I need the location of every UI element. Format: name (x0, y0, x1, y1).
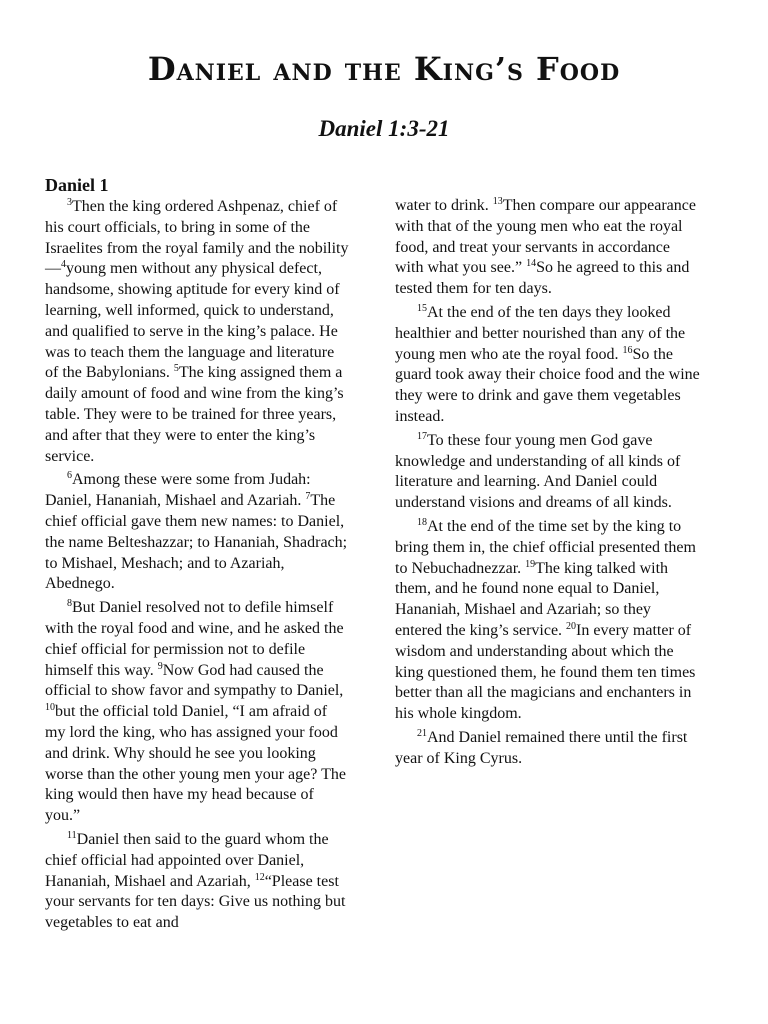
verse-text: Now God had caused the official to show favor and sympathy to Daniel, (45, 661, 344, 700)
verse-text: And Daniel remained there until the first year of King Cyrus. (395, 728, 688, 767)
verse-number: 9 (157, 660, 163, 672)
paragraph (45, 197, 351, 467)
verse-text: So the guard took away their choice food and the wine they were to drink and gave them vegetables instead. (395, 345, 700, 425)
verse-text: Daniel then said to the guard whom the chief official had appointed over Daniel, Hananiah, Mishael and Azariah, (45, 830, 329, 890)
verse-number: 6 (67, 470, 72, 482)
verse-number: 10 (45, 702, 55, 714)
paragraph (45, 598, 351, 827)
verse-text: At the end of the ten days they looked healthier and better nourished than any of the young men who ate the royal food. (395, 303, 686, 363)
verse-number: 8 (67, 598, 72, 610)
verse-number: 18 (417, 516, 427, 528)
verse-text: “Please test your servants for ten days: Give us nothing but vegetables to eat and (45, 872, 346, 932)
chapter-heading: Daniel 1 (45, 175, 109, 195)
verse-text: The chief official gave them new names: to Daniel, the name Belteshazzar; to Hananiah, Shadrach; to Mishael, Meshach; and to Azariah, Abednego. (45, 492, 348, 593)
verse-text: The king assigned them a daily amount of food and wine from the king’s table. They were to be trained for three years, and after that they were to enter the king’s service. (45, 364, 344, 465)
paragraph (45, 470, 351, 595)
verse-number: 3 (67, 197, 72, 208)
right-column-body (395, 196, 701, 770)
verse-number: 21 (417, 727, 427, 739)
verse-text: Then compare our appearance with that of the young men who eat the royal food, and treat your servants in accordance with what you see.” (395, 197, 696, 277)
paragraph (395, 303, 701, 428)
verse-text: The king talked with them, and he found none equal to Daniel, Hananiah, Mishael and Azariah; so they entered the king’s service. (395, 559, 669, 639)
verse-number: 16 (622, 344, 633, 356)
paragraph (395, 431, 701, 514)
verse-number: 4 (61, 259, 66, 271)
verse-number: 15 (417, 302, 427, 314)
page-title: Daniel and the King’s Food (147, 50, 621, 88)
verse-text: young men without any physical defect, handsome, showing aptitude for every kind of learning, well informed, quick to understand, and qualified to serve in the king’s palace. He was to teach them the language and literature of the Babylonians. (45, 260, 340, 382)
verse-text: To these four young men God gave knowledge and understanding of all kinds of literature and learning. And Daniel could understand visions and dreams of all kinds. (395, 431, 681, 512)
paragraph (395, 196, 701, 300)
verse-number: 12 (254, 871, 265, 883)
verse-text: Among these were some from Judah: Daniel, Hananiah, Mishael and Azariah. (45, 471, 311, 510)
verse-text: So he agreed to this and tested them for ten days. (395, 259, 690, 298)
paragraph (45, 830, 351, 934)
verse-number: 13 (492, 196, 503, 207)
verse-number: 14 (526, 258, 537, 270)
left-column (45, 174, 351, 937)
verse-text: water to drink. (395, 197, 493, 214)
verse-text: but the official told Daniel, “I am afraid of my lord the king, who has assigned your food and drink. Why should he see you looking worse than the other young men your age? The king would then have my head because of you.” (45, 703, 346, 825)
verse-number: 20 (566, 620, 577, 632)
verse-number: 11 (67, 829, 77, 841)
verse-number: 5 (173, 363, 179, 375)
verse-number: 7 (305, 491, 311, 503)
verse-text: At the end of the time set by the king to bring them in, the chief official presented them to Nebuchadnezzar. (395, 517, 696, 577)
paragraph (395, 517, 701, 725)
left-column-body (45, 197, 351, 934)
verse-text: Then the king ordered Ashpenaz, chief of his court officials, to bring in some of the Israelites from the royal family and the nobility— (45, 198, 349, 278)
right-column (395, 196, 701, 773)
scripture-reference: Daniel 1:3-21 (318, 116, 450, 141)
verse-number: 17 (417, 430, 427, 442)
verse-number: 19 (525, 558, 536, 570)
verse-text: But Daniel resolved not to defile himself with the royal food and wine, and he asked the chief official for permission not to defile himself this way. (45, 599, 344, 679)
verse-text: In every matter of wisdom and understanding about which the king questioned them, he found them ten times better than all the magicians and enchanters in his whole kingdom. (395, 621, 696, 723)
paragraph (395, 728, 701, 770)
